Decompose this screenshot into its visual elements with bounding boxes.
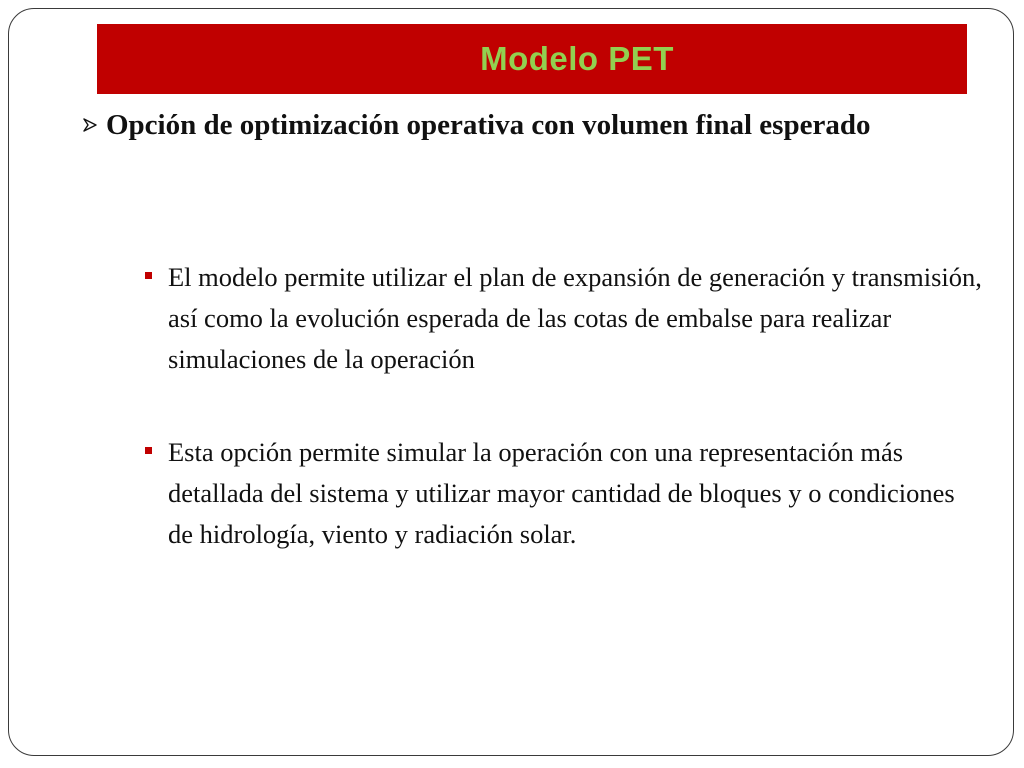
heading-text: Opción de optimización operativa con volumen final esperado <box>106 109 871 141</box>
square-bullet-icon <box>145 447 152 454</box>
slide-frame <box>8 8 1014 756</box>
title-bar <box>97 24 967 94</box>
sub-bullet-text: Esta opción permite simular la operación con una representación más detallada del sistema y utilizar mayor cantidad de bloques y o condiciones de hidrología, viento y radiación solar. <box>168 437 955 549</box>
arrow-bullet-icon <box>83 118 97 132</box>
heading-bullet <box>75 103 965 147</box>
sub-bullet-1 <box>142 257 982 380</box>
sub-bullet-2 <box>142 432 982 555</box>
square-bullet-icon <box>145 272 152 279</box>
sub-bullet-text: El modelo permite utilizar el plan de expansión de generación y transmisión, así como la evolución esperada de las cotas de embalse para realizar simulaciones de la operación <box>168 262 982 374</box>
slide-title: Modelo PET <box>480 40 674 77</box>
